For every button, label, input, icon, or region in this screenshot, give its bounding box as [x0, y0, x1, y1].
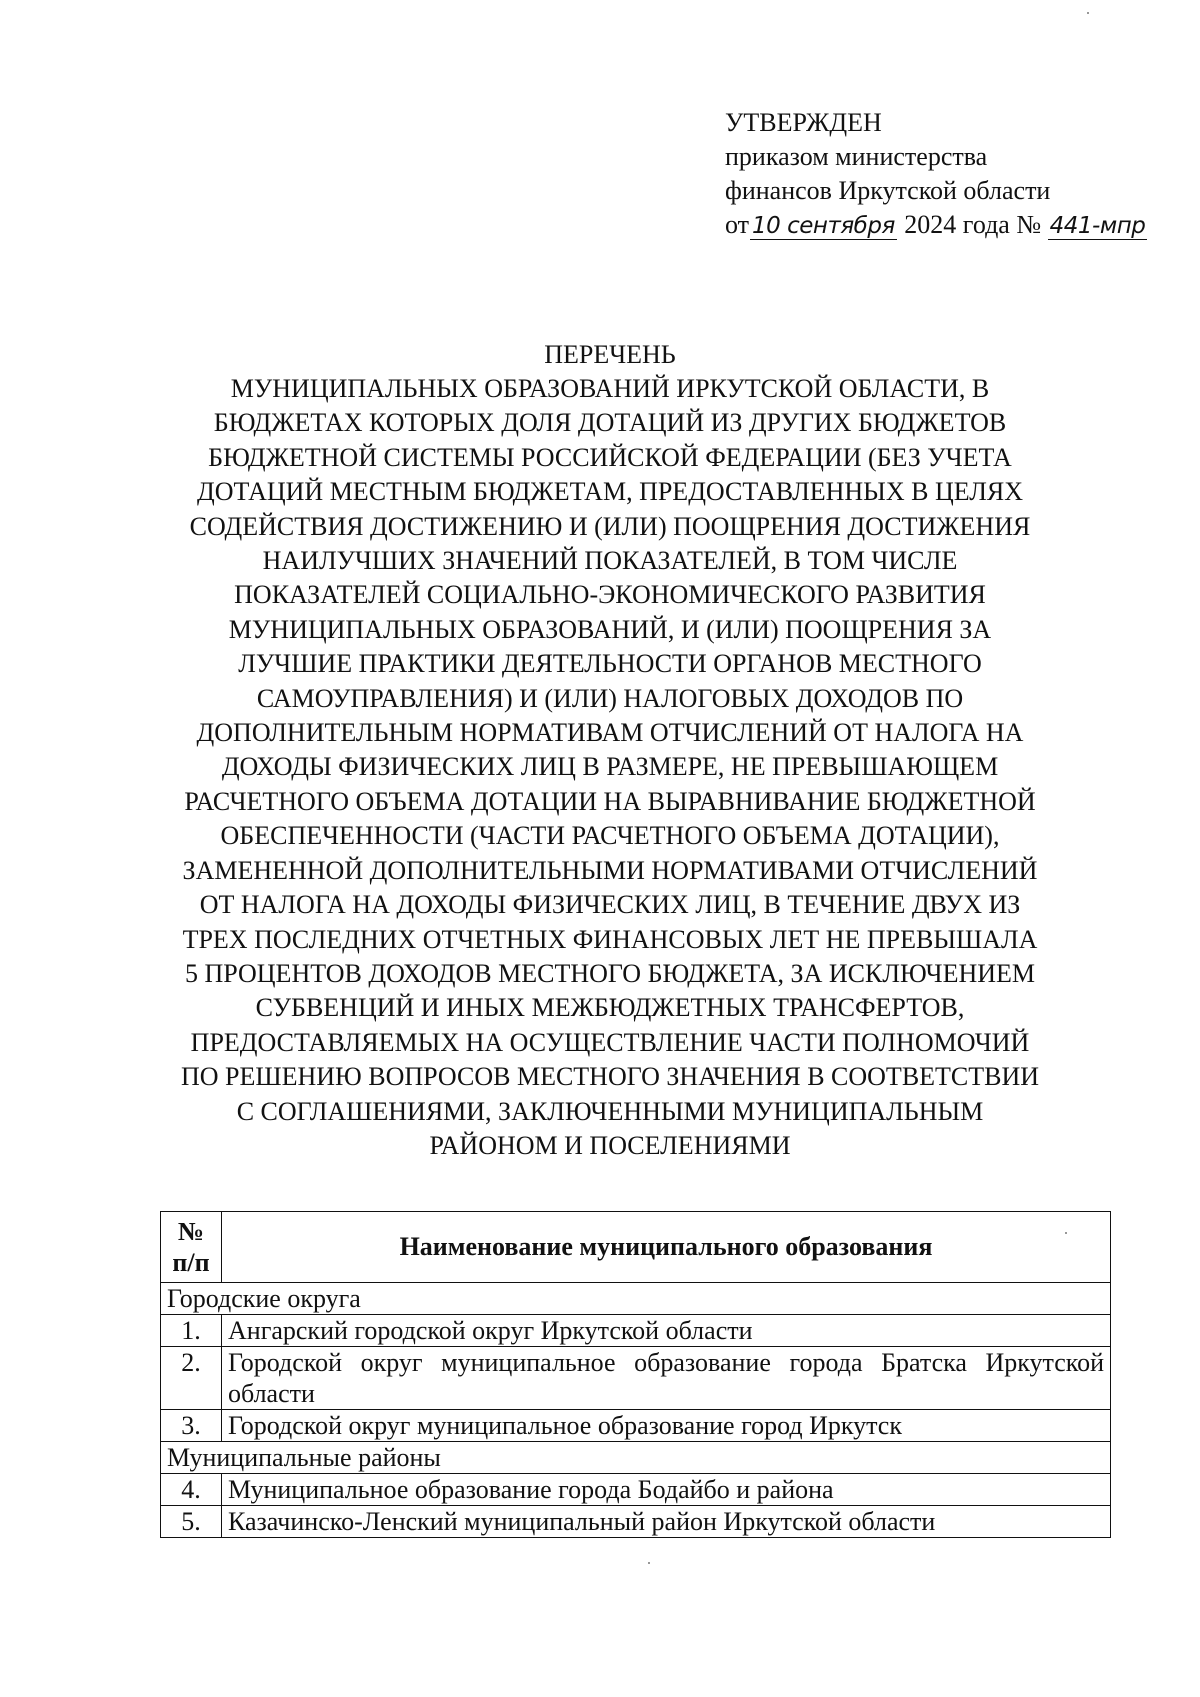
- title-line: БЮДЖЕТАХ КОТОРЫХ ДОЛЯ ДОТАЦИЙ ИЗ ДРУГИХ БЮДЖЕТОВ: [213, 408, 1007, 438]
- title-line: СОДЕЙСТВИЯ ДОСТИЖЕНИЮ И (ИЛИ) ПООЩРЕНИЯ ДОСТИЖЕНИЯ: [189, 511, 1031, 541]
- number-sign: №: [1016, 210, 1042, 239]
- title-line: СУБВЕНЦИЙ И ИНЫХ МЕЖБЮДЖЕТНЫХ ТРАНСФЕРТОВ,: [255, 993, 965, 1023]
- header-num: № п/п: [161, 1212, 222, 1283]
- title-line: ПО РЕШЕНИЮ ВОПРОСОВ МЕСТНОГО ЗНАЧЕНИЯ В СООТВЕТСТВИИ: [180, 1062, 1040, 1092]
- title-line: НАИЛУЧШИХ ЗНАЧЕНИЙ ПОКАЗАТЕЛЕЙ, В ТОМ ЧИСЛЕ: [262, 546, 958, 576]
- row-number: 5.: [161, 1506, 222, 1538]
- title-line: 5 ПРОЦЕНТОВ ДОХОДОВ МЕСТНОГО БЮДЖЕТА, ЗА ИСКЛЮЧЕНИЕМ: [184, 958, 1036, 988]
- row-name: Казачинско-Ленский муниципальный район Иркутской области: [222, 1506, 1111, 1538]
- document-title: [130, 338, 1090, 1163]
- title-line: МУНИЦИПАЛЬНЫХ ОБРАЗОВАНИЙ ИРКУТСКОЙ ОБЛАСТИ, В: [230, 374, 990, 403]
- approval-title: УТВЕРЖДЕН: [725, 108, 882, 137]
- scan-speck: [1087, 12, 1089, 14]
- title-line: ПРЕДОСТАВЛЯЕМЫХ НА ОСУЩЕСТВЛЕНИЕ ЧАСТИ ПОЛНОМОЧИЙ: [190, 1027, 1030, 1057]
- title-line: РАСЧЕТНОГО ОБЪЕМА ДОТАЦИИ НА ВЫРАВНИВАНИЕ БЮДЖЕТНОЙ: [184, 786, 1036, 816]
- section-label: Муниципальные районы: [161, 1442, 1111, 1474]
- table-row: [161, 1347, 1111, 1410]
- table-section-row: [161, 1442, 1111, 1474]
- title-line: РАЙОНОМ И ПОСЕЛЕНИЯМИ: [429, 1130, 791, 1160]
- title-line: ТРЕХ ПОСЛЕДНИХ ОТЧЕТНЫХ ФИНАНСОВЫХ ЛЕТ НЕ ПРЕВЫШАЛА: [182, 924, 1038, 954]
- title-line: ЗАМЕНЕННОЙ ДОПОЛНИТЕЛЬНЫМИ НОРМАТИВАМИ ОТЧИСЛЕНИЙ: [182, 855, 1038, 885]
- header-name: Наименование муниципального образования: [222, 1212, 1111, 1283]
- approval-year: 2024 года: [904, 210, 1010, 239]
- title-line: МУНИЦИПАЛЬНЫХ ОБРАЗОВАНИЙ, И (ИЛИ) ПООЩРЕНИЯ ЗА: [228, 614, 992, 644]
- handwritten-date: 10 сентября: [752, 213, 895, 239]
- table-row: [161, 1506, 1111, 1538]
- approval-date-line: [725, 208, 1147, 242]
- title-line: ОБЕСПЕЧЕННОСТИ (ЧАСТИ РАСЧЕТНОГО ОБЪЕМА ДОТАЦИИ),: [220, 821, 1000, 851]
- approval-stamp: [725, 106, 1147, 242]
- row-number: 2.: [161, 1347, 222, 1410]
- table-body: [161, 1283, 1111, 1538]
- row-number: 1.: [161, 1315, 222, 1347]
- approval-prefix: от: [725, 210, 750, 239]
- title-line: БЮДЖЕТНОЙ СИСТЕМЫ РОССИЙСКОЙ ФЕДЕРАЦИИ (БЕЗ УЧЕТА: [208, 442, 1012, 472]
- row-name: Ангарский городской округ Иркутской области: [222, 1315, 1111, 1347]
- title-line: ДОТАЦИЙ МЕСТНЫМ БЮДЖЕТАМ, ПРЕДОСТАВЛЕННЫХ В ЦЕЛЯХ: [196, 477, 1024, 507]
- title-line: ДОХОДЫ ФИЗИЧЕСКИХ ЛИЦ В РАЗМЕРЕ, НЕ ПРЕВЫШАЮЩЕМ: [221, 752, 999, 782]
- title-line: ЛУЧШИЕ ПРАКТИКИ ДЕЯТЕЛЬНОСТИ ОРГАНОВ МЕСТНОГО: [238, 649, 982, 679]
- table-header-row: [161, 1212, 1111, 1283]
- approval-line-1: приказом министерства: [725, 142, 988, 171]
- row-number: 4.: [161, 1474, 222, 1506]
- row-number: 3.: [161, 1410, 222, 1442]
- title-line: САМОУПРАВЛЕНИЯ) И (ИЛИ) НАЛОГОВЫХ ДОХОДОВ ПО: [256, 683, 964, 713]
- title-body: [130, 372, 1090, 1163]
- title-heading: ПЕРЕЧЕНЬ: [544, 340, 676, 369]
- table-row: [161, 1315, 1111, 1347]
- table-row: [161, 1410, 1111, 1442]
- handwritten-number: 441-мпр: [1049, 213, 1146, 239]
- scan-speck: [648, 1562, 650, 1564]
- table-row: [161, 1474, 1111, 1506]
- approval-line-2: финансов Иркутской области: [725, 176, 1051, 205]
- title-line: ДОПОЛНИТЕЛЬНЫМ НОРМАТИВАМ ОТЧИСЛЕНИЙ ОТ НАЛОГА НА: [196, 718, 1024, 748]
- table-section-row: [161, 1283, 1111, 1315]
- section-label: Городские округа: [161, 1283, 1111, 1315]
- row-name: Городской округ муниципальное образование город Иркутск: [222, 1410, 1111, 1442]
- row-name: Городской округ муниципальное образование города Братска Иркутской области: [222, 1347, 1111, 1410]
- title-line: ПОКАЗАТЕЛЕЙ СОЦИАЛЬНО-ЭКОНОМИЧЕСКОГО РАЗВИТИЯ: [234, 580, 986, 610]
- row-name: Муниципальное образование города Бодайбо и района: [222, 1474, 1111, 1506]
- title-line: ОТ НАЛОГА НА ДОХОДЫ ФИЗИЧЕСКИХ ЛИЦ, В ТЕЧЕНИЕ ДВУХ ИЗ: [199, 890, 1021, 920]
- scan-speck: [1065, 1232, 1067, 1234]
- municipality-table: [160, 1211, 1111, 1538]
- title-line: С СОГЛАШЕНИЯМИ, ЗАКЛЮЧЕННЫМИ МУНИЦИПАЛЬНЫМ: [236, 1096, 984, 1126]
